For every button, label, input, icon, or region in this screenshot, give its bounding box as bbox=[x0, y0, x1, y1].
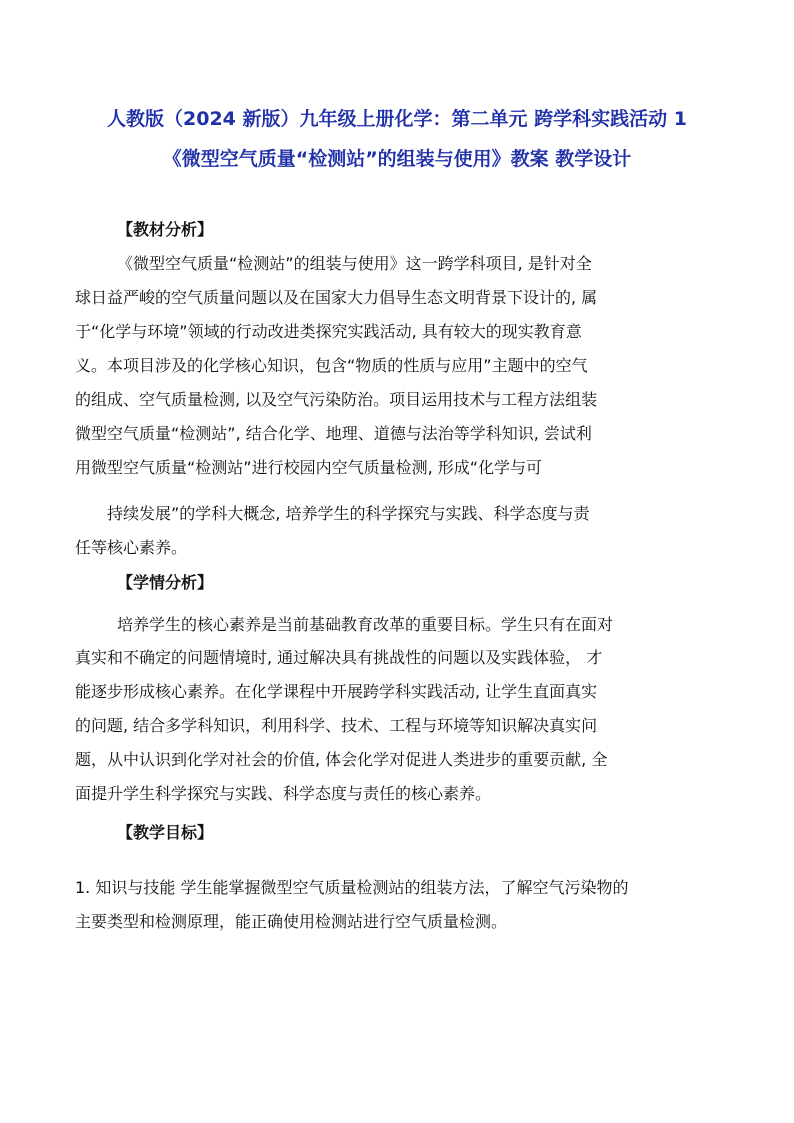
paragraph-line: 持续发展”的学科大概念, 培养学生的科学探究与实践、科学态度与责 bbox=[107, 504, 590, 523]
paragraph-line: 的组成、空气质量检测, 以及空气污染防治。项目运用技术与工程方法组装 bbox=[75, 390, 598, 409]
paragraph-line: 面提升学生科学探究与实践、科学态度与责任的核心素养。 bbox=[75, 784, 492, 803]
document-title-line-2: 《微型空气质量“检测站”的组装与使用》教案 教学设计 bbox=[162, 148, 632, 170]
document-title-line-1: 人教版（2024 新版）九年级上册化学：第二单元 跨学科实践活动 1 bbox=[107, 108, 687, 130]
paragraph-line: 能逐步形成核心素养。在化学课程中开展跨学科实践活动, 让学生直面真实 bbox=[75, 682, 598, 701]
paragraph-line: 义。本项目涉及的化学核心知识，包含“物质的性质与应用”主题中的空气 bbox=[75, 356, 588, 375]
paragraph-line: 于“化学与环境”领域的行动改进类探究实践活动, 具有较大的现实教育意 bbox=[75, 322, 582, 341]
paragraph-line: 题，从中认识到化学对社会的价值, 体会化学对促进人类进步的重要贡献, 全 bbox=[75, 750, 608, 769]
section-heading-student-analysis: 【学情分析】 bbox=[117, 573, 214, 592]
paragraph-line: 的问题, 结合多学科知识，利用科学、技术、工程与环境等知识解决真实问 bbox=[75, 716, 598, 735]
paragraph-line: 培养学生的核心素养是当前基础教育改革的重要目标。学生只有在面对 bbox=[117, 615, 614, 634]
paragraph-line: 微型空气质量“检测站”, 结合化学、地理、道德与法治等学科知识, 尝试利 bbox=[75, 424, 592, 443]
paragraph-line: 球日益严峻的空气质量问题以及在国家大力倡导生态文明背景下设计的, 属 bbox=[75, 288, 598, 307]
paragraph-line: 1. 知识与技能 学生能掌握微型空气质量检测站的组装方法，了解空气污染物的 bbox=[75, 878, 629, 897]
paragraph-line: 主要类型和检测原理，能正确使用检测站进行空气质量检测。 bbox=[75, 912, 508, 931]
paragraph-line: 任等核心素养。 bbox=[75, 538, 188, 557]
section-heading-teaching-goals: 【教学目标】 bbox=[117, 823, 214, 842]
paragraph-line: 用微型空气质量“检测站”进行校园内空气质量检测, 形成“化学与可 bbox=[75, 458, 543, 477]
paragraph-line: 《微型空气质量“检测站”的组装与使用》这一跨学科项目, 是针对全 bbox=[117, 254, 592, 273]
paragraph-line: 真实和不确定的问题情境时, 通过解决具有挑战性的问题以及实践体验， 才 bbox=[75, 648, 603, 667]
section-heading-textbook-analysis: 【教材分析】 bbox=[117, 220, 214, 239]
